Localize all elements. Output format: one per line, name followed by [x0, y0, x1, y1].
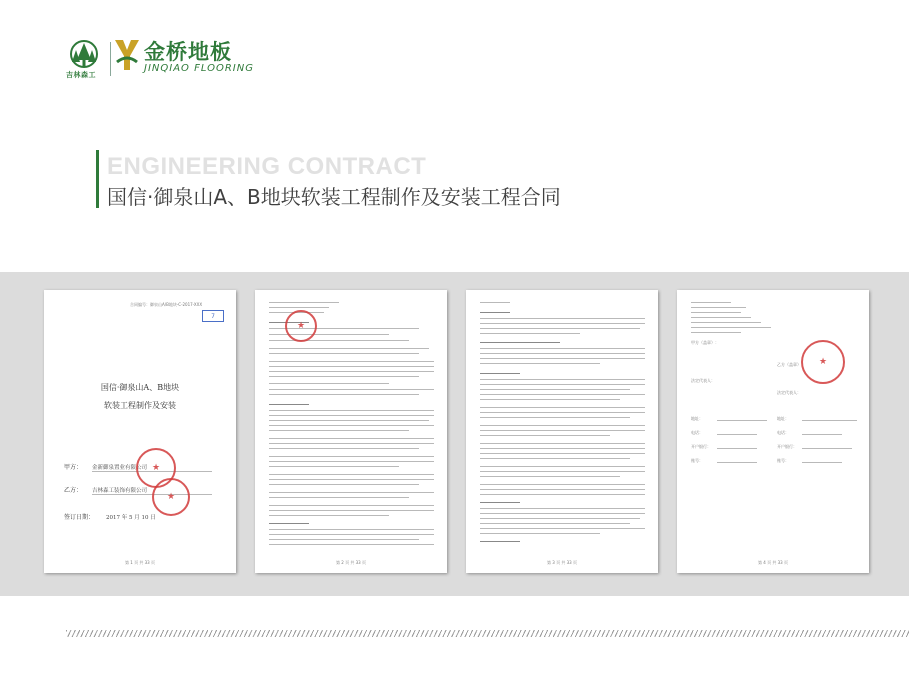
section-heading — [480, 373, 520, 374]
text-line — [269, 461, 434, 462]
contract-page-cover[interactable] — [44, 290, 236, 573]
sign-date-label: 签订日期： — [64, 514, 95, 521]
text-line — [480, 389, 630, 390]
sig-b-rep-label: 法定代表人： — [777, 390, 801, 395]
text-line — [269, 466, 399, 467]
text-line — [480, 430, 645, 431]
text-line — [480, 328, 640, 329]
jinqiao-brand-cn: 金桥地板 — [144, 40, 232, 64]
text-line — [269, 371, 434, 372]
text-line — [480, 435, 610, 436]
text-line — [269, 456, 434, 457]
text-line — [480, 508, 645, 509]
jinqiao-brand-en: JINQIAO FLOORING — [144, 63, 254, 74]
text-line — [269, 394, 419, 395]
cover-title-line2: 软装工程制作及安装 — [104, 401, 176, 410]
brand-logos — [66, 36, 254, 84]
cover-title-line1: 国信·御泉山A、B地块 — [100, 383, 180, 392]
text-line — [717, 448, 757, 449]
text-line — [269, 420, 429, 421]
text-line — [269, 415, 434, 416]
text-line — [691, 307, 746, 308]
text-line — [480, 323, 645, 324]
jilin-brand-text: 吉林森工 — [66, 71, 96, 79]
text-line — [691, 312, 741, 313]
decorative-hatch-rule — [66, 630, 909, 637]
text-line — [269, 361, 434, 362]
text-line — [269, 484, 419, 485]
text-line — [269, 448, 419, 449]
sig-a-addr-label: 地址： — [691, 416, 703, 421]
page-title-en: ENGINEERING CONTRACT — [107, 153, 427, 180]
sig-a-account-label: 账号： — [691, 458, 703, 463]
text-line — [802, 448, 852, 449]
section-heading — [480, 312, 510, 313]
sig-b-phone-label: 电话： — [777, 430, 789, 435]
text-line — [480, 394, 645, 395]
section-heading — [269, 523, 309, 524]
company-seal-party-b: ★ — [152, 478, 190, 516]
sign-date-value: 2017 年 5 月 10 日 — [106, 515, 156, 521]
text-line — [269, 443, 434, 444]
text-line — [269, 529, 434, 530]
text-line — [269, 479, 434, 480]
party-b-value: 吉林森工装饰有限公司 — [92, 488, 148, 494]
text-line — [691, 322, 761, 323]
text-line — [480, 407, 645, 408]
company-seal-signature: ★ — [801, 340, 845, 384]
text-line — [480, 513, 645, 514]
party-a-label: 甲方： — [64, 464, 83, 471]
text-line — [717, 420, 767, 421]
contract-page-2[interactable] — [255, 290, 447, 573]
contract-page-3[interactable] — [466, 290, 658, 573]
text-line — [480, 302, 510, 303]
sig-a-seal-label: 甲方（盖章）： — [691, 340, 719, 345]
text-line — [480, 494, 645, 495]
text-line — [480, 412, 645, 413]
company-seal-party-a: ★ — [136, 448, 176, 488]
text-line — [269, 348, 429, 349]
section-heading — [480, 541, 520, 542]
text-line — [480, 425, 645, 426]
text-line — [480, 453, 645, 454]
sig-a-rep-label: 法定代表人： — [691, 378, 715, 383]
text-line — [480, 533, 600, 534]
text-line — [480, 518, 640, 519]
text-line — [480, 379, 645, 380]
sig-a-phone-label: 电话： — [691, 430, 703, 435]
text-line — [269, 544, 434, 545]
text-line — [480, 363, 600, 364]
text-line — [269, 510, 434, 511]
sig-b-account-label: 账号： — [777, 458, 789, 463]
text-line — [480, 333, 580, 334]
text-line — [480, 353, 645, 354]
text-line — [269, 376, 419, 377]
section-heading — [269, 404, 309, 405]
text-line — [480, 458, 630, 459]
page-footer: 第 4 页 共 33 页 — [758, 560, 788, 565]
text-line — [269, 497, 409, 498]
sig-b-seal-label: 乙方（盖章）： — [777, 362, 805, 367]
text-line — [802, 420, 857, 421]
text-line — [480, 466, 645, 467]
text-line — [480, 489, 645, 490]
text-line — [269, 366, 434, 367]
page-number-box: 7 — [202, 310, 224, 322]
contract-number: 合同编号：御泉山A/B地块-C-2017-XXX — [130, 302, 203, 307]
page-title-cn: 国信·御泉山A、B地块软装工程制作及安装工程合同 — [107, 185, 561, 209]
sig-b-addr-label: 地址： — [777, 416, 789, 421]
text-line — [480, 523, 630, 524]
text-line — [480, 448, 645, 449]
text-line — [269, 353, 419, 354]
text-line — [480, 528, 645, 529]
text-line — [691, 327, 771, 328]
party-b-label: 乙方： — [64, 487, 83, 494]
page-footer: 第 2 页 共 33 页 — [336, 560, 366, 565]
overlap-seal: ★ — [285, 310, 317, 342]
text-line — [717, 434, 757, 435]
section-heading — [480, 502, 520, 503]
text-line — [717, 462, 757, 463]
text-line — [269, 307, 329, 308]
text-line — [480, 384, 645, 385]
text-line — [269, 302, 339, 303]
text-line — [691, 317, 751, 318]
text-line — [480, 443, 645, 444]
page-footer: 第 1 页 共 33 页 — [125, 560, 155, 565]
text-line — [269, 474, 434, 475]
section-heading — [480, 342, 560, 343]
jinqiao-y-logo-icon — [114, 38, 140, 72]
text-line — [269, 430, 409, 431]
page-footer: 第 3 页 共 33 页 — [547, 560, 577, 565]
text-line — [269, 389, 434, 390]
text-line — [269, 425, 434, 426]
text-line — [269, 410, 434, 411]
text-line — [480, 318, 645, 319]
text-line — [269, 505, 434, 506]
text-line — [480, 348, 645, 349]
text-line — [269, 383, 389, 384]
text-line — [269, 515, 389, 516]
text-line — [269, 492, 434, 493]
text-line — [691, 332, 741, 333]
text-line — [269, 539, 419, 540]
text-line — [480, 471, 645, 472]
text-line — [269, 438, 434, 439]
text-line — [691, 302, 731, 303]
title-accent-bar — [96, 150, 99, 208]
text-line — [480, 358, 645, 359]
text-line — [802, 462, 842, 463]
contract-page-signatures[interactable] — [677, 290, 869, 573]
text-line — [480, 399, 620, 400]
text-line — [269, 340, 409, 341]
sig-a-bank-label: 开户银行： — [691, 444, 711, 449]
text-line — [802, 434, 842, 435]
text-line — [480, 484, 645, 485]
text-line — [480, 476, 620, 477]
logo-divider — [110, 42, 111, 76]
party-a-value: 金新御泉置业有限公司 — [92, 465, 148, 471]
sig-b-bank-label: 开户银行： — [777, 444, 797, 449]
text-line — [269, 534, 434, 535]
text-line — [480, 417, 630, 418]
